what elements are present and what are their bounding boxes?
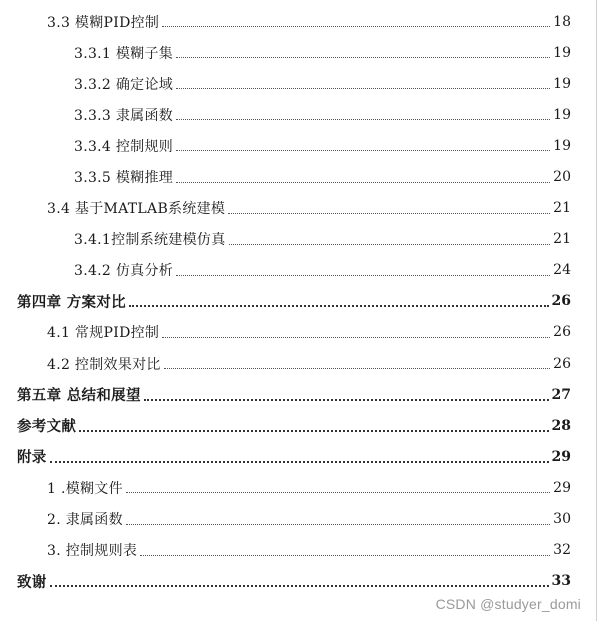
toc-entry-title: 3.3.2 确定论域 (74, 76, 174, 93)
toc-entry[interactable] (0, 224, 597, 255)
toc-entry-page-number: 33 (551, 573, 571, 590)
toc-entry[interactable] (0, 68, 597, 99)
toc-entry-page-number: 24 (553, 262, 571, 279)
toc-entry-title: 第四章 方案对比 (17, 293, 126, 311)
toc-entry-page-number: 26 (553, 324, 571, 341)
watermark-text: CSDN @studyer_domi (435, 596, 581, 612)
toc-entry-page-number: 19 (553, 137, 571, 154)
toc-entry-page-number: 30 (553, 511, 571, 528)
toc-entry[interactable] (0, 348, 597, 379)
toc-entry-page-number: 27 (551, 386, 571, 403)
dot-leader (126, 524, 550, 525)
toc-entry[interactable] (0, 566, 597, 597)
dot-leader (176, 119, 550, 120)
toc-entry-title: 附录 (17, 449, 47, 467)
toc-entry-title: 第五章 总结和展望 (17, 387, 141, 405)
toc-entry-title: 4.1 常规PID控制 (47, 325, 160, 342)
toc-entry-title: 3.3.4 控制规则 (74, 138, 174, 155)
dot-leader (140, 555, 550, 556)
dot-leader (164, 368, 550, 369)
toc-entry-page-number: 19 (553, 44, 571, 61)
toc-entry[interactable] (0, 504, 597, 535)
toc-entry[interactable] (0, 535, 597, 566)
toc-entry-title: 致谢 (17, 573, 47, 591)
dot-leader (176, 88, 550, 89)
table-of-contents (0, 6, 597, 597)
dot-leader (162, 26, 550, 27)
dot-leader (228, 213, 550, 214)
toc-entry-title: 3.3.3 隶属函数 (74, 107, 174, 124)
toc-entry-title: 3. 控制规则表 (47, 543, 138, 560)
toc-entry[interactable] (0, 379, 597, 410)
toc-entry[interactable] (0, 193, 597, 224)
toc-entry-page-number: 26 (553, 355, 571, 372)
toc-entry-title: 4.2 控制效果对比 (47, 356, 161, 373)
toc-entry-page-number: 28 (551, 417, 571, 434)
toc-entry-page-number: 26 (551, 293, 571, 310)
dot-leader (144, 399, 549, 401)
toc-entry[interactable] (0, 255, 597, 286)
dot-leader (176, 182, 550, 183)
dot-leader (50, 585, 549, 587)
toc-entry[interactable] (0, 99, 597, 130)
toc-entry-page-number: 18 (553, 13, 571, 30)
dot-leader (176, 150, 550, 151)
toc-entry-title: 2. 隶属函数 (47, 512, 123, 529)
toc-entry-page-number: 29 (553, 479, 571, 496)
toc-entry[interactable] (0, 472, 597, 503)
toc-entry-title: 3.3.5 模糊推理 (74, 170, 174, 187)
toc-entry[interactable] (0, 317, 597, 348)
toc-entry-page-number: 29 (551, 448, 571, 465)
toc-entry[interactable] (0, 130, 597, 161)
toc-entry-page-number: 21 (553, 200, 571, 217)
toc-entry-title: 参考文献 (17, 418, 77, 436)
toc-entry-page-number: 20 (553, 169, 571, 186)
toc-entry-page-number: 21 (553, 231, 571, 248)
dot-leader (129, 305, 549, 307)
toc-entry[interactable] (0, 286, 597, 317)
dot-leader (162, 337, 550, 338)
toc-entry-title: 3.4 基于MATLAB系统建模 (47, 201, 226, 218)
toc-entry-page-number: 19 (553, 106, 571, 123)
toc-entry[interactable] (0, 37, 597, 68)
dot-leader (229, 244, 551, 245)
toc-entry[interactable] (0, 410, 597, 441)
dot-leader (79, 430, 548, 432)
dot-leader (176, 275, 550, 276)
toc-entry-title: 3.4.2 仿真分析 (74, 263, 174, 280)
dot-leader (176, 57, 550, 58)
toc-entry[interactable] (0, 441, 597, 472)
toc-entry-title: 3.3.1 模糊子集 (74, 45, 174, 62)
toc-entry[interactable] (0, 161, 597, 192)
dot-leader (50, 461, 549, 463)
dot-leader (126, 492, 550, 493)
toc-entry-title: 3.3 模糊PID控制 (47, 14, 160, 31)
toc-entry-page-number: 32 (553, 542, 571, 559)
toc-entry-title: 3.4.1控制系统建模仿真 (74, 232, 226, 249)
toc-entry-title: 1 .模糊文件 (47, 480, 123, 497)
toc-entry-page-number: 19 (553, 75, 571, 92)
toc-entry[interactable] (0, 6, 597, 37)
